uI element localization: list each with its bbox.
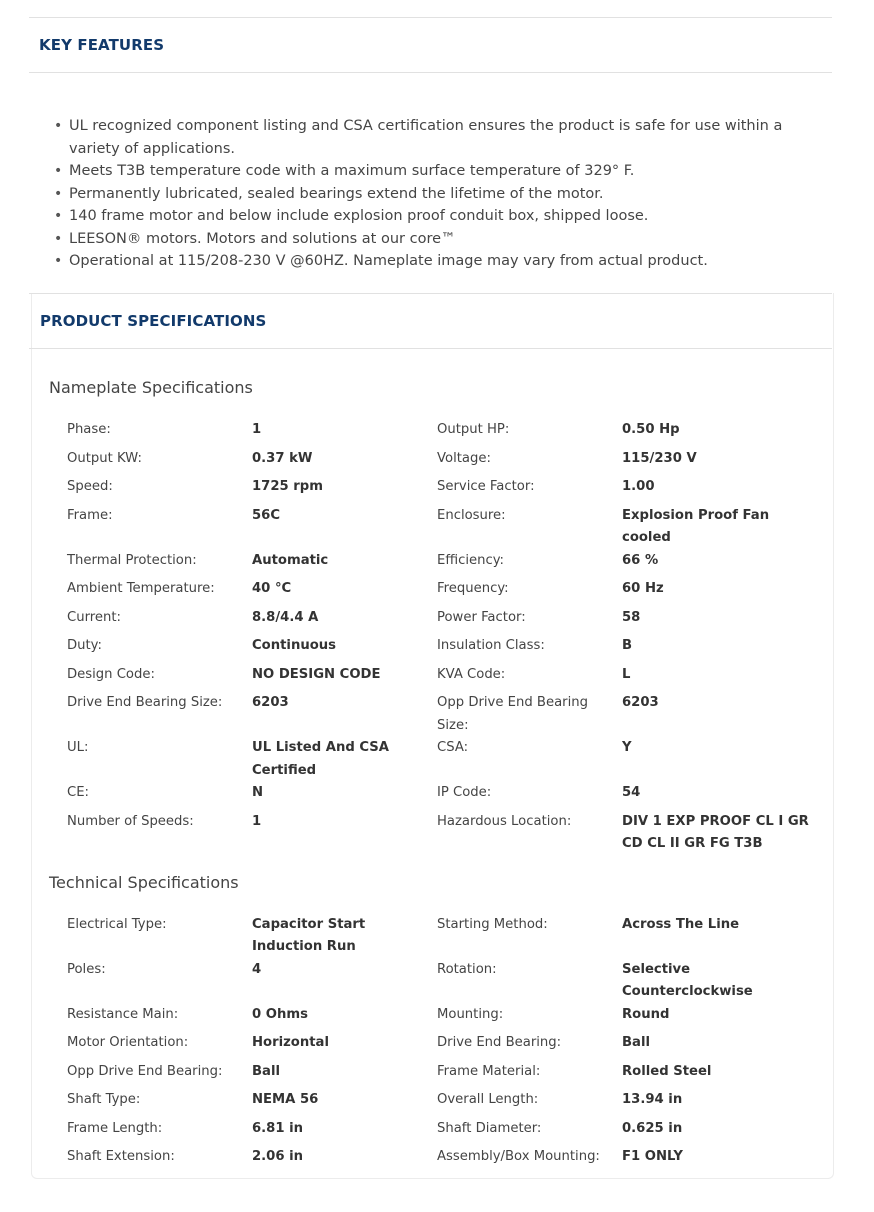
spec-row xyxy=(67,1089,819,1118)
spec-label: CSA: xyxy=(437,740,469,755)
spec-value: 66 % xyxy=(622,552,659,568)
spec-value: 1 xyxy=(252,422,262,437)
spec-value: 1.00 xyxy=(622,479,655,494)
feature-item: • UL recognized component listing and CSA certification ensures the product is safe for use within a variety of applications. xyxy=(53,115,833,160)
spec-row xyxy=(67,959,819,1004)
spec-value: Capacitor Start Induction Run xyxy=(252,916,366,954)
spec-label: UL: xyxy=(67,740,89,755)
spec-value: Explosion Proof Fan cooled xyxy=(622,507,770,545)
spec-label: Motor Orientation: xyxy=(67,1035,189,1050)
spec-value: 0.37 kW xyxy=(252,450,313,466)
spec-value: 115/230 V xyxy=(622,450,697,466)
spec-value: Round xyxy=(622,1006,670,1022)
spec-label: Phase: xyxy=(67,422,111,437)
feature-item: • Meets T3B temperature code with a maximum surface temperature of 329° F. xyxy=(53,160,833,183)
spec-value: Continuous xyxy=(252,638,337,653)
spec-row xyxy=(67,1004,819,1033)
feature-item: • LEESON® motors. Motors and solutions at our core™ xyxy=(53,228,833,251)
spec-label: Hazardous Location: xyxy=(437,813,572,829)
spec-label: Starting Method: xyxy=(437,916,548,932)
spec-row xyxy=(67,1061,819,1090)
spec-value: N xyxy=(252,785,264,800)
spec-value: 1 xyxy=(252,813,262,829)
spec-row xyxy=(67,811,819,856)
spec-body xyxy=(49,378,819,1175)
spec-label: Frame: xyxy=(67,507,113,523)
spec-label: Shaft Type: xyxy=(67,1092,141,1107)
spec-value: Across The Line xyxy=(622,916,740,932)
spec-label: Resistance Main: xyxy=(67,1006,179,1022)
spec-value: Ball xyxy=(252,1063,280,1079)
spec-label: Frequency: xyxy=(437,581,509,596)
spec-row xyxy=(67,635,819,664)
technical-specs-title: Technical Specifications xyxy=(49,872,239,892)
spec-row xyxy=(67,914,819,959)
spec-label: Insulation Class: xyxy=(437,638,545,653)
features-list xyxy=(53,115,832,273)
spec-value: NEMA 56 xyxy=(252,1092,319,1107)
spec-label: Output KW: xyxy=(67,450,142,466)
spec-value: 8.8/4.4 A xyxy=(252,609,319,625)
spec-value: UL Listed And CSA Certified xyxy=(252,740,390,778)
spec-label: Service Factor: xyxy=(437,479,535,494)
spec-value: Rolled Steel xyxy=(622,1063,712,1079)
spec-value: 0 Ohms xyxy=(252,1006,308,1022)
spec-value: 2.06 in xyxy=(252,1149,304,1164)
spec-value: 56C xyxy=(252,507,281,523)
spec-label: Poles: xyxy=(67,961,106,977)
spec-label: Opp Drive End Bearing Size: xyxy=(437,695,588,733)
spec-label: Efficiency: xyxy=(437,552,505,568)
spec-label: Drive End Bearing: xyxy=(437,1035,562,1050)
feature-item: • 140 frame motor and below include explosion proof conduit box, shipped loose. xyxy=(53,205,833,228)
spec-row xyxy=(67,664,819,693)
spec-value: 54 xyxy=(622,785,641,800)
spec-label: Opp Drive End Bearing: xyxy=(67,1063,223,1079)
spec-label: Voltage: xyxy=(437,450,491,466)
spec-value: 0.625 in xyxy=(622,1120,683,1136)
product-specs-header xyxy=(29,293,832,349)
spec-row xyxy=(67,1032,819,1061)
product-specs-heading: PRODUCT SPECIFICATIONS xyxy=(40,312,267,330)
spec-row xyxy=(67,550,819,579)
spec-row xyxy=(67,692,819,737)
spec-value: 4 xyxy=(252,961,262,977)
spec-value: 40 °C xyxy=(252,581,292,596)
spec-label: Design Code: xyxy=(67,666,155,682)
nameplate-specs-title: Nameplate Specifications xyxy=(49,378,253,397)
spec-value: 58 xyxy=(622,609,641,625)
spec-label: Enclosure: xyxy=(437,507,506,523)
technical-specs-table xyxy=(49,914,819,1175)
spec-label: Drive End Bearing Size: xyxy=(67,695,223,710)
spec-value: DIV 1 EXP PROOF CL I GR CD CL II GR FG T3B xyxy=(622,813,809,851)
spec-value: 6203 xyxy=(252,695,289,710)
nameplate-specs-table xyxy=(49,419,819,856)
spec-label: Assembly/Box Mounting: xyxy=(437,1149,600,1164)
spec-value: Horizontal xyxy=(252,1035,329,1050)
spec-label: Rotation: xyxy=(437,961,497,977)
spec-label: Number of Speeds: xyxy=(67,813,194,829)
key-features-section xyxy=(29,17,832,293)
spec-value: 0.50 Hp xyxy=(622,422,680,437)
spec-value: 6.81 in xyxy=(252,1120,304,1136)
spec-value: Selective Counterclockwise xyxy=(622,961,753,999)
spec-value: Automatic xyxy=(252,552,329,568)
spec-value: 6203 xyxy=(622,695,659,710)
spec-row xyxy=(67,448,819,477)
feature-item: • Operational at 115/208-230 V @60HZ. Nameplate image may vary from actual product. xyxy=(53,250,833,273)
spec-label: Output HP: xyxy=(437,422,510,437)
spec-label: Shaft Diameter: xyxy=(437,1120,542,1136)
spec-label: Thermal Protection: xyxy=(67,552,197,568)
spec-row xyxy=(67,476,819,505)
spec-value: 60 Hz xyxy=(622,581,664,596)
spec-row xyxy=(67,737,819,782)
spec-label: Current: xyxy=(67,609,121,625)
spec-label: Frame Length: xyxy=(67,1120,163,1136)
spec-row xyxy=(67,1118,819,1147)
spec-label: Power Factor: xyxy=(437,609,526,625)
feature-item: • Permanently lubricated, sealed bearings extend the lifetime of the motor. xyxy=(53,183,833,206)
spec-value: 1725 rpm xyxy=(252,479,323,494)
spec-label: IP Code: xyxy=(437,785,492,800)
spec-label: Mounting: xyxy=(437,1006,504,1022)
spec-value: 13.94 in xyxy=(622,1092,683,1107)
spec-row xyxy=(67,1146,819,1175)
key-features-heading: KEY FEATURES xyxy=(39,36,165,54)
spec-label: Ambient Temperature: xyxy=(67,581,215,596)
spec-row xyxy=(67,578,819,607)
spec-label: Duty: xyxy=(67,638,102,653)
spec-label: Frame Material: xyxy=(437,1063,541,1079)
spec-label: Overall Length: xyxy=(437,1092,539,1107)
spec-row xyxy=(67,782,819,811)
spec-label: Electrical Type: xyxy=(67,916,167,932)
spec-value: B xyxy=(622,638,633,653)
spec-row xyxy=(67,505,819,550)
divider xyxy=(29,348,832,349)
spec-value: NO DESIGN CODE xyxy=(252,666,381,682)
features-list-container xyxy=(29,73,832,293)
spec-row xyxy=(67,419,819,448)
spec-label: CE: xyxy=(67,785,89,800)
spec-value: L xyxy=(622,666,631,682)
spec-value: F1 ONLY xyxy=(622,1149,683,1164)
spec-label: Shaft Extension: xyxy=(67,1149,175,1164)
spec-value: Ball xyxy=(622,1035,650,1050)
spec-label: KVA Code: xyxy=(437,666,506,682)
spec-row xyxy=(67,607,819,636)
spec-label: Speed: xyxy=(67,479,113,494)
spec-value: Y xyxy=(622,740,632,755)
